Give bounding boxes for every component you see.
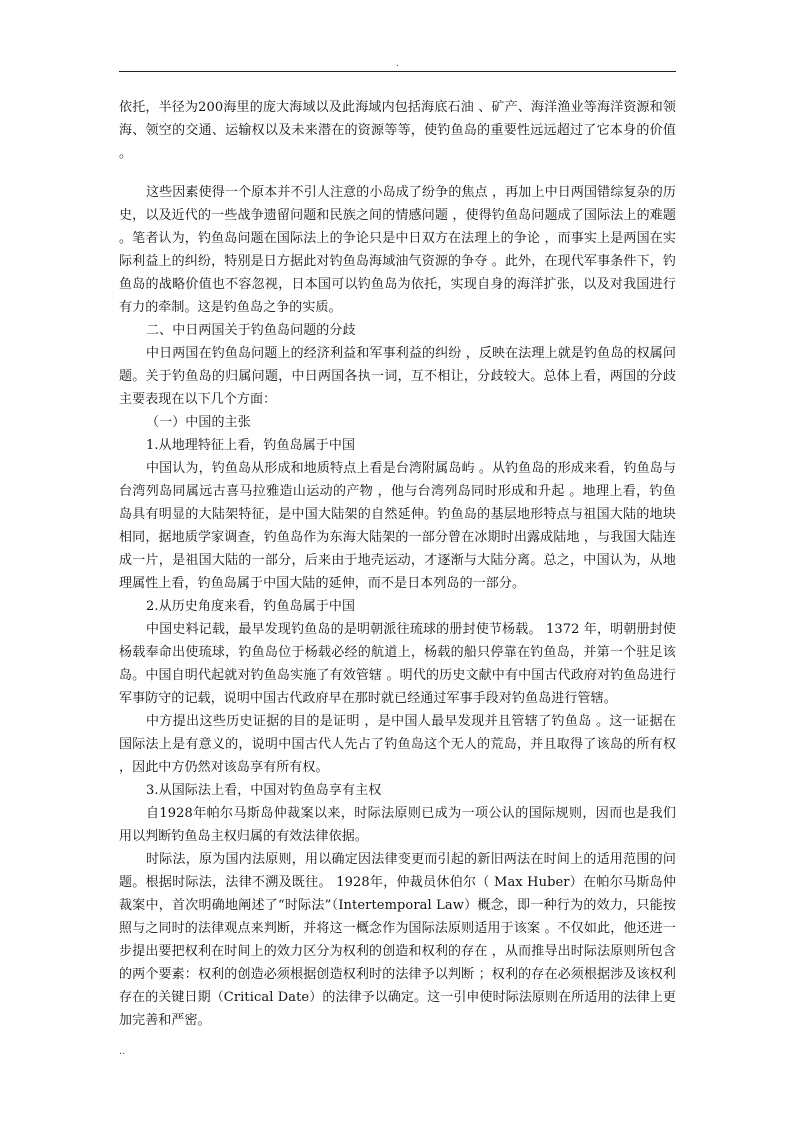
- subsection-heading: （一）中国的主张: [146, 415, 251, 430]
- point-heading: 3.从国际法上看，中国对钓鱼岛享有主权: [146, 783, 382, 798]
- paragraph: 这些因素使得一个原本并不引人注意的小岛成了纷争的焦点 ，再加上中日两国错综复杂的历史，以及近代的一些战争遗留问题和民族之间的情感问题 ，使得钓鱼岛问题成了国际法上的难题 。笔者认为，钓鱼岛问题在国际法上的争论只是中日双方在法理上的争论 ，而事实上是两国在实际利益上的纠纷，特别是日方据此对钓鱼岛海域油气资源的争夺 。此外，在现代军事条件下，钓鱼岛的战略价值也不容忽视，日本国可以钓鱼岛为依托，实现自身的海洋扩张，以及对我国进行有力的牵制。这是钓鱼岛之争的实质。: [119, 185, 676, 315]
- paragraph: 中日两国在钓鱼岛问题上的经济利益和军事利益的纠纷 ，反映在法理上就是钓鱼岛的权属问题。关于钓鱼岛的归属问题，中日两国各执一词，互不相让，分歧较大。总体上看，两国的分歧主要表现在以下几个方面：: [119, 346, 676, 407]
- paragraph: 依托，半径为200海里的庞大海域以及此海域内包括海底石油 、矿产、海洋渔业等海洋资源和领海、领空的交通、运输权以及未来潜在的资源等等，使钓鱼岛的重要性远远超过了它本身的价值 。: [119, 100, 676, 161]
- footer-mark: ..: [119, 1046, 126, 1057]
- header-rule: [119, 71, 676, 72]
- point-heading: 2.从历史角度来看，钓鱼岛属于中国: [146, 599, 356, 614]
- paragraph: 中方提出这些历史证据的目的是证明 ，是中国人最早发现并且管辖了钓鱼岛 。这一证据在国际法上是有意义的，说明中国古代人先占了钓鱼岛这个无人的荒岛，并且取得了该岛的所有权 ，因此中方仍然对该岛享有所有权。: [119, 714, 676, 775]
- paragraph: 自1928年帕尔马斯岛仲裁案以来，时际法原则已成为一项公认的国际规则，因而也是我们用以判断钓鱼岛主权归属的有效法律依据。: [119, 806, 676, 844]
- paragraph-gap: [119, 165, 676, 181]
- point-heading: 1.从地理特征上看，钓鱼岛属于中国: [146, 438, 356, 453]
- header-mark: .: [396, 59, 399, 69]
- section-heading: 二、中日两国关于钓鱼岛问题的分歧: [146, 323, 356, 338]
- paragraph: 中国史料记载，最早发现钓鱼岛的是明朝派往琉球的册封使节杨载。 1372 年，明朝册封使杨载奉命出使琉球，钓鱼岛位于杨载必经的航道上，杨载的船只停靠在钓鱼岛，并第一个驻足该岛。中国自明代起就对钓鱼岛实施了有效管辖 。明代的历史文献中有中国古代政府对钓鱼岛进行军事防守的记载，说明中国古代政府早在那时就已经通过军事手段对钓鱼岛进行管辖。: [119, 622, 676, 706]
- paragraph: 中国认为，钓鱼岛从形成和地质特点上看是台湾附属岛屿 。从钓鱼岛的形成来看，钓鱼岛与台湾列岛同属远古喜马拉雅造山运动的产物 ，他与台湾列岛同时形成和升起 。地理上看，钓鱼岛具有明显的大陆架特征，是中国大陆架的自然延伸。钓鱼岛的基层地形特点与祖国大陆的地块相同，据地质学家调查，钓鱼岛作为东海大陆架的一部分曾在冰期时出露成陆地 ，与我国大陆连成一片，是祖国大陆的一部分，后来由于地壳运动，才逐渐与大陆分离。总之，中国认为，从地理属性上看，钓鱼岛属于中国大陆的延伸，而不是日本列岛的一部分。: [119, 461, 676, 591]
- paragraph: 时际法，原为国内法原则，用以确定因法律变更而引起的新旧两法在时间上的适用范围的问题。根据时际法，法律不溯及既往。 1928年，仲裁员休伯尔（ Max Huber）在帕尔马斯岛仲裁案中，首次明确地阐述了“时际法”（Intertemporal Law）概念，即一种行为的效力，只能按照与之同时的法律观点来判断，并将这一概念作为国际法原则适用于该案 。不仅如此，他还进一步提出要把权利在时间上的效力区分为权利的创造和权利的存在 ，从而推导出时际法原则所包含的两个要素：权利的创造必须根据创造权利时的法律予以判断 ；权利的存在必须根据涉及该权利存在的关键日期（Critical Date）的法律予以确定。这一引申使时际法原则在所适用的法律上更加完善和严密。: [119, 852, 677, 1028]
- document-body: [119, 96, 676, 1032]
